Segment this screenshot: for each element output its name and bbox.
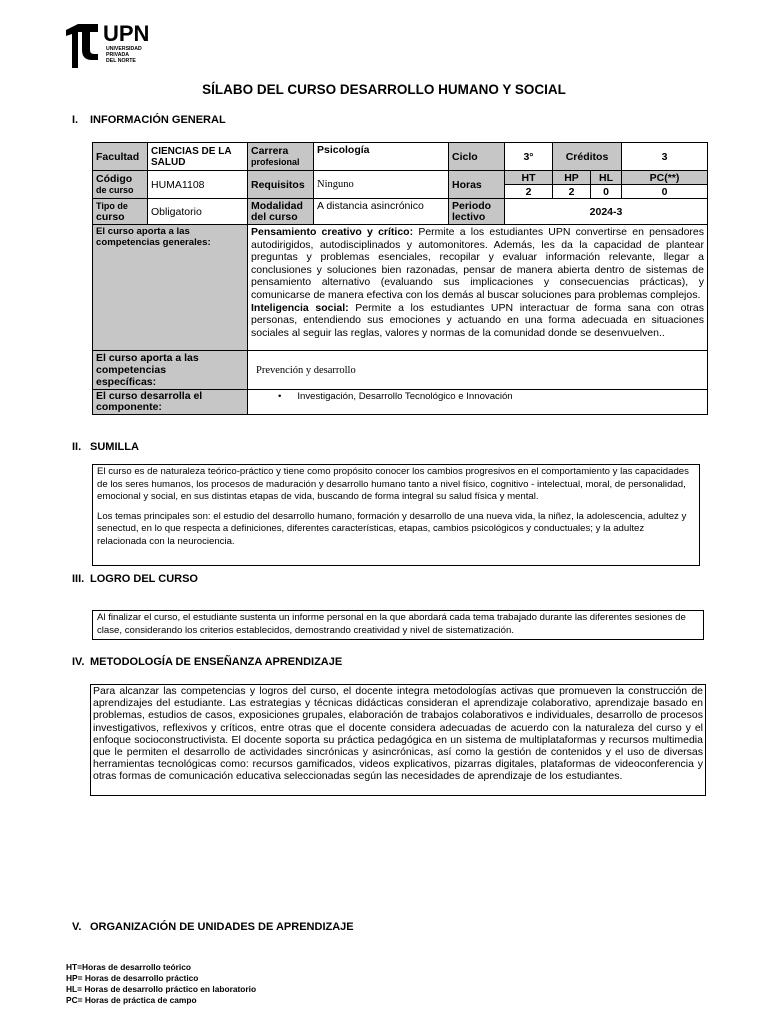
sumilla-box xyxy=(92,464,700,566)
codigo-value: HUMA1108 xyxy=(148,171,248,199)
hp-label: HP xyxy=(553,171,591,185)
section-heading-2: II. SUMILLA xyxy=(72,441,139,453)
sumilla-paragraph-2: Los temas principales son: el estudio del desarrollo humano, formación y desarrollo de una nueva vida, la niñez, la adolescencia, adultez y senectud, en lo que respecta a definiciones, diferentes características, etapas, cambios psicológicos y conductuales; y la adultez relacionada con la neurociencia. xyxy=(97,510,687,547)
general-info-table xyxy=(92,142,708,415)
facultad-value: CIENCIAS DE LA SALUD xyxy=(148,143,248,171)
componente-value: • Investigación, Desarrollo Tecnológico e Innovación xyxy=(248,390,708,415)
footnotes xyxy=(66,962,256,1006)
periodo-label: Periodo lectivo xyxy=(449,199,505,225)
hl-value: 0 xyxy=(591,185,622,199)
modalidad-label: Modalidad del curso xyxy=(248,199,314,225)
creditos-label: Créditos xyxy=(553,143,622,171)
codigo-label: Código de curso xyxy=(93,171,148,199)
hp-value: 2 xyxy=(553,185,591,199)
facultad-label: Facultad xyxy=(93,143,148,171)
requisitos-label: Requisitos xyxy=(248,171,314,199)
metodologia-box xyxy=(90,684,706,796)
ht-label: HT xyxy=(505,171,553,185)
ciclo-value: 3° xyxy=(505,143,553,171)
section-heading-5: V. ORGANIZACIÓN DE UNIDADES DE APRENDIZAJE xyxy=(72,921,354,933)
tipo-label: Tipo de curso xyxy=(93,199,148,225)
logro-box xyxy=(92,610,704,640)
horas-label: Horas xyxy=(449,171,505,199)
pc-value: 0 xyxy=(622,185,708,199)
requisitos-value: Ninguno xyxy=(314,171,449,199)
competencias-generales-label: El curso aporta a las competencias generales: xyxy=(93,225,248,351)
competencias-especificas-value: Prevención y desarrollo xyxy=(248,351,708,390)
logo-subtitle: UNIVERSIDAD PRIVADA DEL NORTE xyxy=(106,46,142,64)
ciclo-label: Ciclo xyxy=(449,143,505,171)
footnote-hp: HP= Horas de desarrollo práctico xyxy=(66,973,199,983)
modalidad-value: A distancia asincrónico xyxy=(314,199,449,225)
logo-wordmark: UPN xyxy=(103,21,150,46)
logro-text: Al finalizar el curso, el estudiante sustenta un informe personal en la que abordará cada tema trabajado durante las diferentes sesiones de clase, considerando los criterios establecidos, demostrando creatividad y nivel de sistematización. xyxy=(97,612,686,636)
periodo-value: 2024-3 xyxy=(505,199,708,225)
document-title: SÍLABO DEL CURSO DESARROLLO HUMANO Y SOCIAL xyxy=(202,82,566,97)
footnote-hl: HL= Horas de desarrollo práctico en laboratorio xyxy=(66,984,257,994)
bullet-icon: • xyxy=(278,391,298,402)
footnote-ht: HT=Horas de desarrollo teórico xyxy=(66,962,191,972)
componente-label: El curso desarrolla el componente: xyxy=(93,390,248,415)
footnote-pc: PC= Horas de práctica de campo xyxy=(66,995,197,1005)
carrera-label: Carrera profesional xyxy=(248,143,314,171)
hl-label: HL xyxy=(591,171,622,185)
section-heading-1: I. INFORMACIÓN GENERAL xyxy=(72,114,226,126)
carrera-value: Psicología xyxy=(314,143,449,171)
sumilla-paragraph-1: El curso es de naturaleza teórico-práctico y tiene como propósito conocer los cambios progresivos en el comportamiento y las capacidades de los seres humanos, los procesos de maduración y desarrollo humano tanto a nivel físico, cognitivo - intelectual, moral, de personalidad, emocional y social, en sus distintas etapas de vida, buscando de forma integral su salud física y mental. xyxy=(97,466,689,503)
creditos-value: 3 xyxy=(622,143,708,171)
metodologia-text: Para alcanzar las competencias y logros del curso, el docente integra metodologías activas que promueven la construcción de aprendizajes del estudiante. Las estrategias y técnicas didácticas consideran el aprendizaje colaborativo, aprendizaje basado en problemas, estudios de casos, exposiciones grupales, elaboración de trabajos colaborativos e individuales, desarrollo de procesos investigativos, reflexivos y críticos, entre otras que el docente considera adecuadas de acuerdo con la naturaleza del curso y el enfoque socioconstructivista. El docente soporta su práctica pedagógica en un sistema de multiplataformas y recursos multimedia que le permiten el desarrollo de actividades sincrónicas y asincrónicas, así como la gestión de contenidos y el uso de diversas herramientas tecnológicas como: recursos gamificados, videos explicativos, pizarras digitales, plataformas de videoconferencia y otras formas de comunicación educativa seleccionadas según las necesidades de aprendizaje de los estudiantes. xyxy=(93,685,703,783)
competencias-generales-text: Pensamiento creativo y crítico: Permite a los estudiantes UPN convertirse en pensadores autodirigidos, autodisciplinados y automonitores. Además, les da la capacidad de plantear preguntas y problemas esenciales, recopilar y evaluar información relevante, llegar a conclusiones y soluciones bien razonadas, pensar de manera abierta dentro de sistemas de pensamiento alternativo (evaluando sus implicaciones y consecuencias prácticas), y comunicarse de manera efectiva con los demás al buscar soluciones para problemas complejos. Inteligencia social: Permite a los estudiantes UPN interactuar de forma sana con otras personas, entendiendo sus emociones y actuando en una forma adecuada en situaciones sociales al seguir las reglas, valores y normas de la comunidad donde se desenvuelven.. xyxy=(248,225,708,351)
pc-label: PC(**) xyxy=(622,171,708,185)
tipo-value: Obligatorio xyxy=(148,199,248,225)
ht-value: 2 xyxy=(505,185,553,199)
competencias-especificas-label: El curso aporta a las competencias específicas: xyxy=(93,351,248,390)
section-heading-4: IV. METODOLOGÍA DE ENSEÑANZA APRENDIZAJE xyxy=(72,656,343,668)
section-heading-3: III. LOGRO DEL CURSO xyxy=(72,573,198,585)
